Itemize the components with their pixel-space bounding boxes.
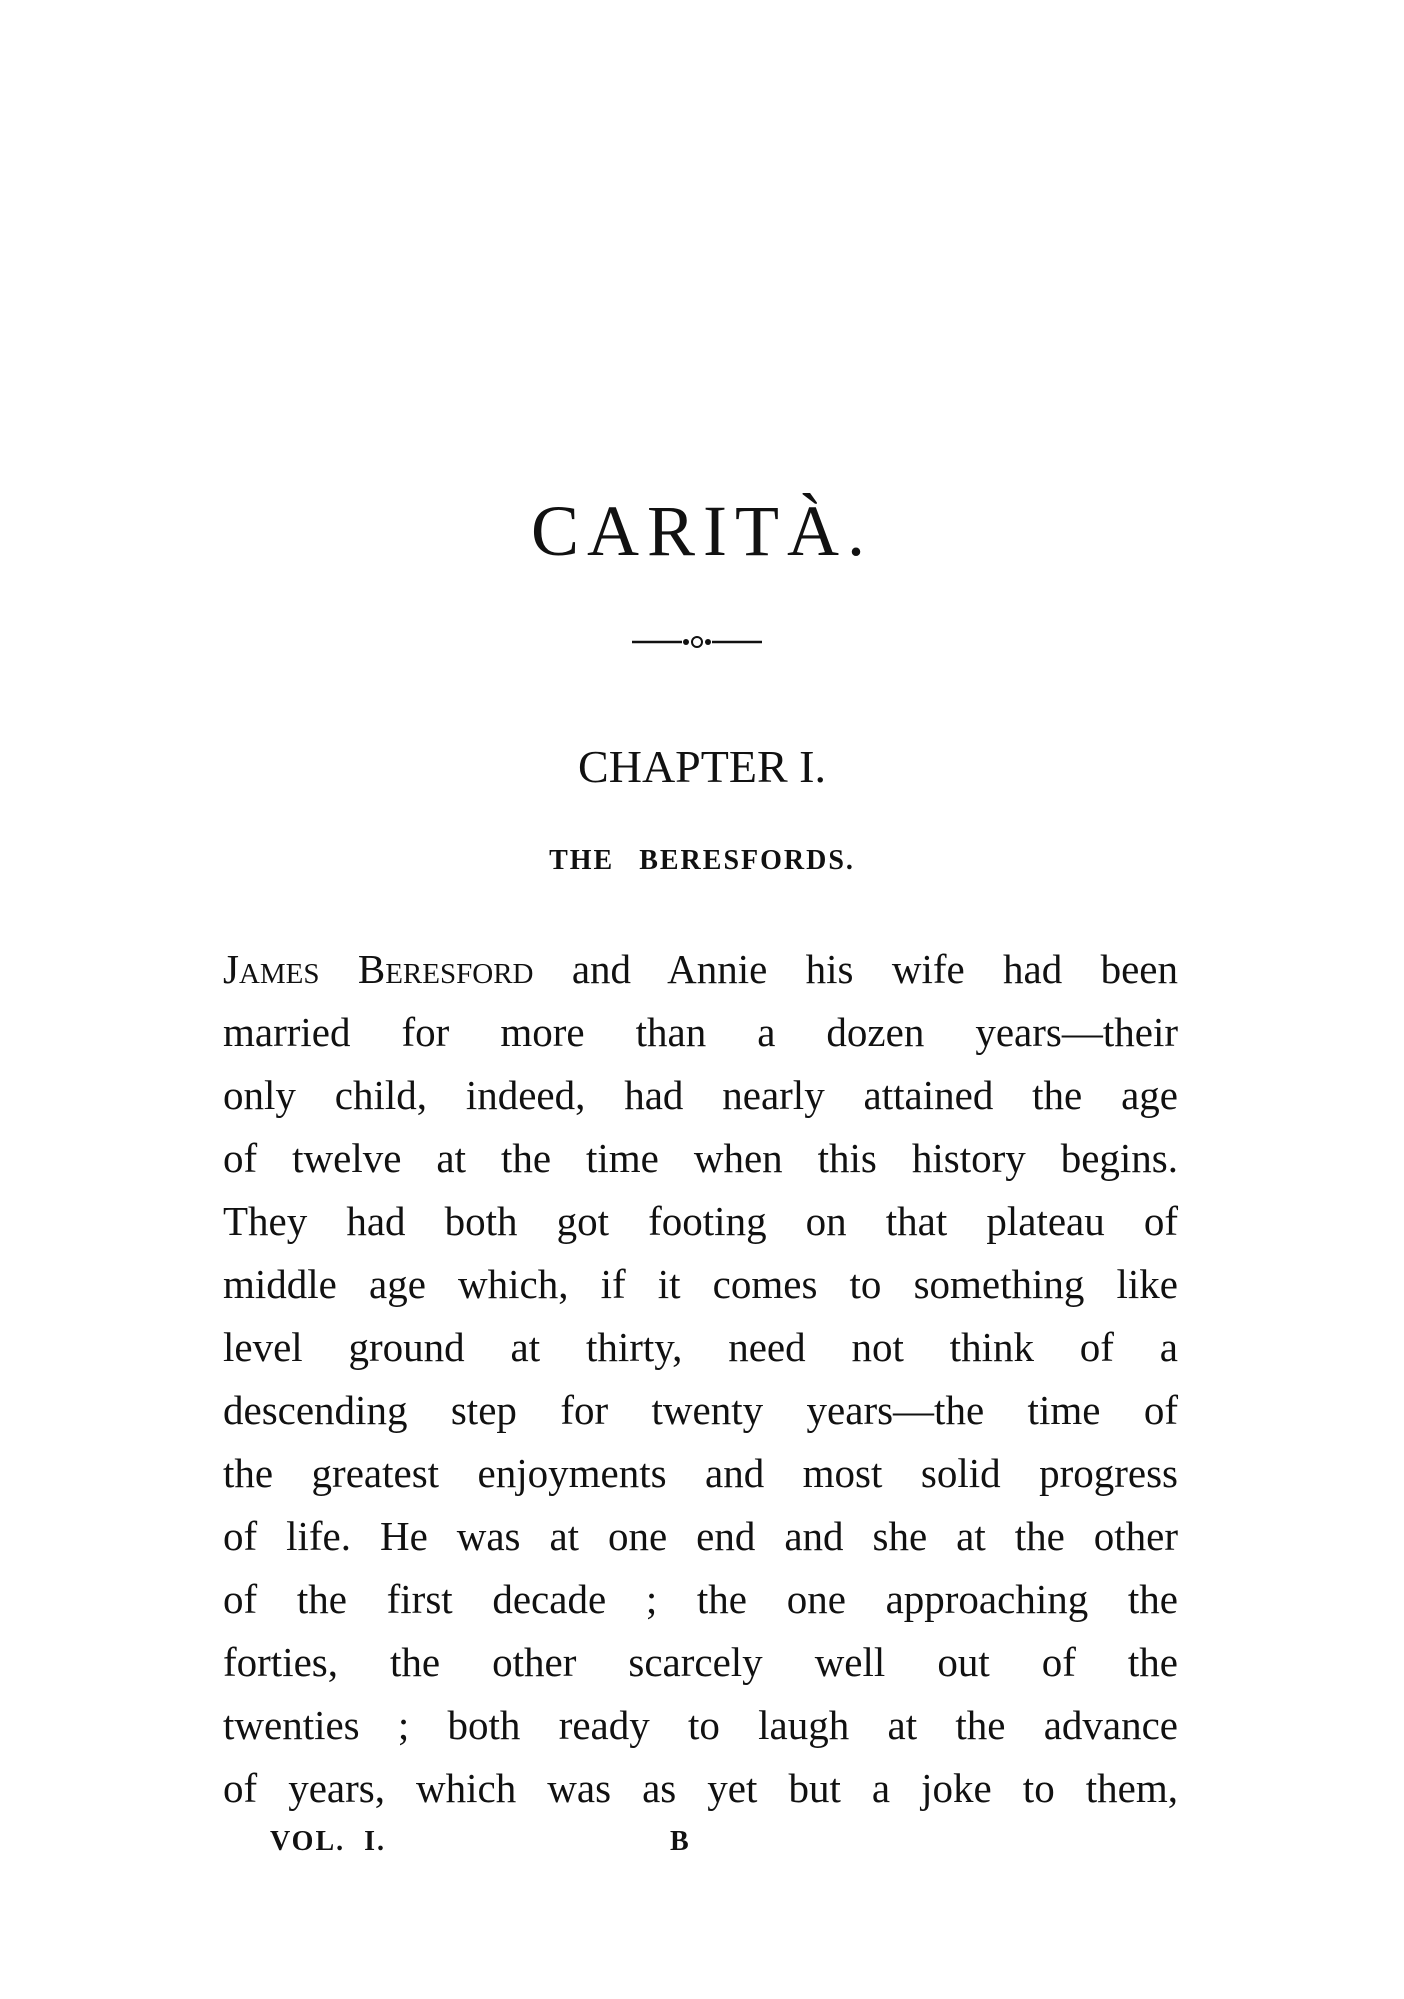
text-line: of years, which was as yet but a joke to them, [223, 1765, 1178, 1811]
page-footer [270, 1826, 690, 1866]
text-line: twenties ; both ready to laugh at the advance [223, 1702, 1178, 1748]
chapter-heading: CHAPTER I. [578, 741, 826, 792]
volume-mark: VOL. I. [270, 1826, 387, 1857]
text-line: of life. He was at one end and she at the other [223, 1513, 1178, 1559]
text-line: descending step for twenty years—the time of [223, 1387, 1178, 1433]
body-text [223, 938, 1178, 1820]
text-line: level ground at thirty, need not think of a [223, 1324, 1178, 1370]
signature-mark: B [670, 1826, 689, 1857]
book-title: CARITÀ. [531, 491, 873, 571]
opening-name: James Beresford [223, 946, 534, 992]
text-line: forties, the other scarcely well out of the [223, 1639, 1178, 1685]
chapter-subtitle: THE BERESFORDS. [549, 845, 855, 876]
text-line: middle age which, if it comes to something like [223, 1261, 1178, 1307]
text-line: the greatest enjoyments and most solid progress [223, 1450, 1178, 1496]
ornament-divider [632, 632, 762, 652]
text-line: only child, indeed, had nearly attained the age [223, 1072, 1178, 1118]
opening-line-rest: and Annie his wife had been [571, 946, 1178, 992]
text-line: of the first decade ; the one approaching the [223, 1576, 1178, 1622]
text-line: of twelve at the time when this history begins. [223, 1135, 1178, 1181]
text-line: married for more than a dozen years—their [223, 1009, 1178, 1055]
text-line [223, 938, 1178, 1001]
text-line: They had both got footing on that plateau of [223, 1198, 1178, 1244]
